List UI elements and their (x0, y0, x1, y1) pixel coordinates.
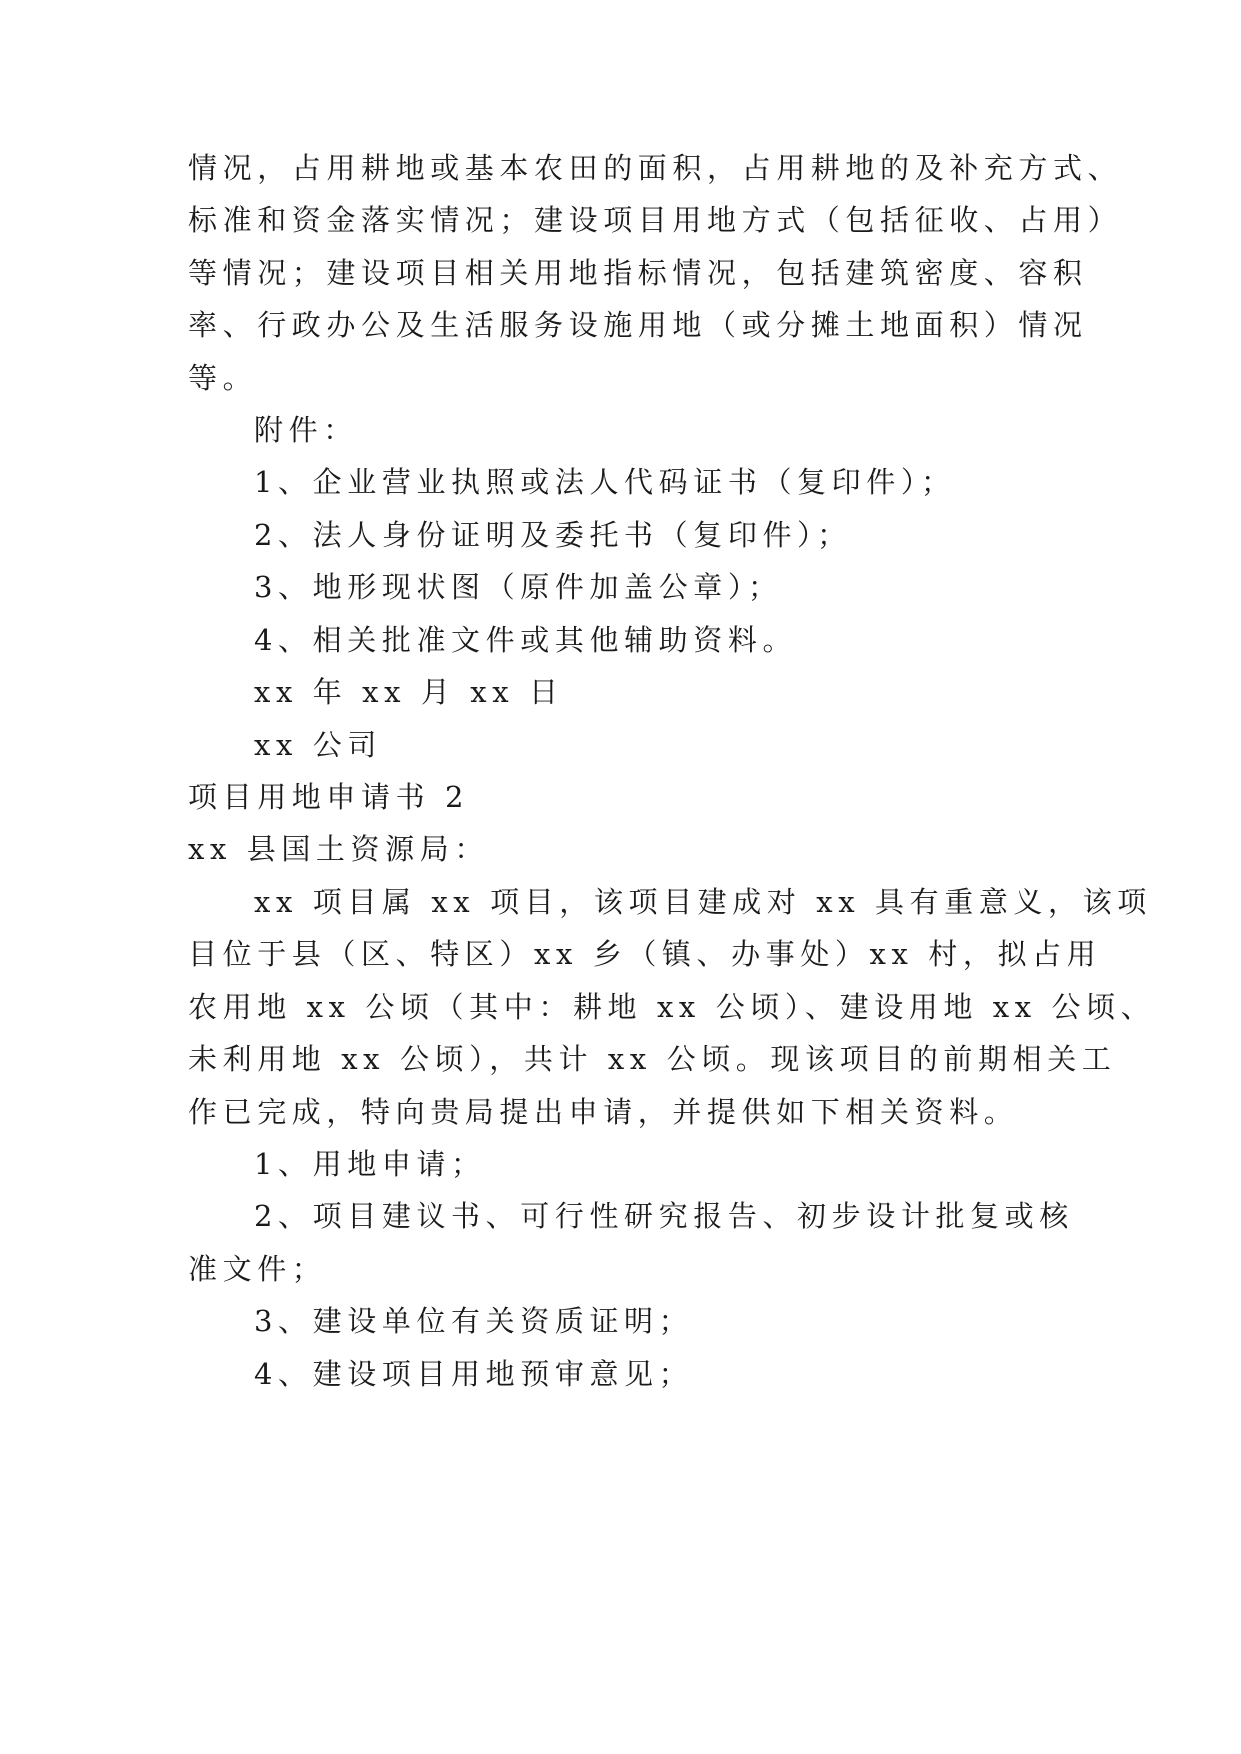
recipient-line: xx 县国土资源局： (188, 832, 489, 866)
company-signature: xx 公司 (254, 728, 382, 762)
material-item-continuation: 准文件； (188, 1252, 327, 1286)
paragraph-line: 等情况；建设项目相关用地指标情况，包括建筑密度、容积 (188, 256, 1088, 290)
attachment-item: 4、相关批准文件或其他辅助资料。 (254, 623, 798, 657)
material-item: 3、建设单位有关资质证明； (254, 1304, 694, 1338)
paragraph-line: 等。 (188, 361, 258, 395)
attachment-item: 2、法人身份证明及委托书（复印件）； (254, 518, 852, 552)
paragraph-line: 目位于县（区、特区）xx 乡（镇、办事处）xx 村，拟占用 (188, 937, 1102, 971)
paragraph-line: 标准和资金落实情况；建设项目用地方式（包括征收、占用） (188, 203, 1123, 237)
section-title: 项目用地申请书 2 (188, 780, 470, 814)
material-item: 1、用地申请； (254, 1147, 486, 1181)
paragraph-line: 未利用地 xx 公顷），共计 xx 公顷。现该项目的前期相关工 (188, 1042, 1117, 1076)
paragraph-line: 率、行政办公及生活服务设施用地（或分摊土地面积）情况 (188, 308, 1088, 342)
attachment-item: 1、企业营业执照或法人代码证书（复印件）； (254, 465, 956, 499)
paragraph-line: 农用地 xx 公顷（其中：耕地 xx 公顷）、建设用地 xx 公顷、 (188, 990, 1156, 1024)
paragraph-line: xx 项目属 xx 项目，该项目建成对 xx 具有重意义，该项 (254, 885, 1152, 919)
paragraph-line: 作已完成，特向贵局提出申请，并提供如下相关资料。 (188, 1095, 1019, 1129)
material-item: 4、建设项目用地预审意见； (254, 1357, 694, 1391)
paragraph-line: 情况，占用耕地或基本农田的面积，占用耕地的及补充方式、 (188, 151, 1123, 185)
attachments-heading: 附件： (254, 413, 358, 447)
date-line: xx 年 xx 月 xx 日 (254, 675, 564, 709)
attachment-item: 3、地形现状图（原件加盖公章）； (254, 570, 783, 604)
material-item: 2、项目建议书、可行性研究报告、初步设计批复或核 (254, 1199, 1074, 1233)
